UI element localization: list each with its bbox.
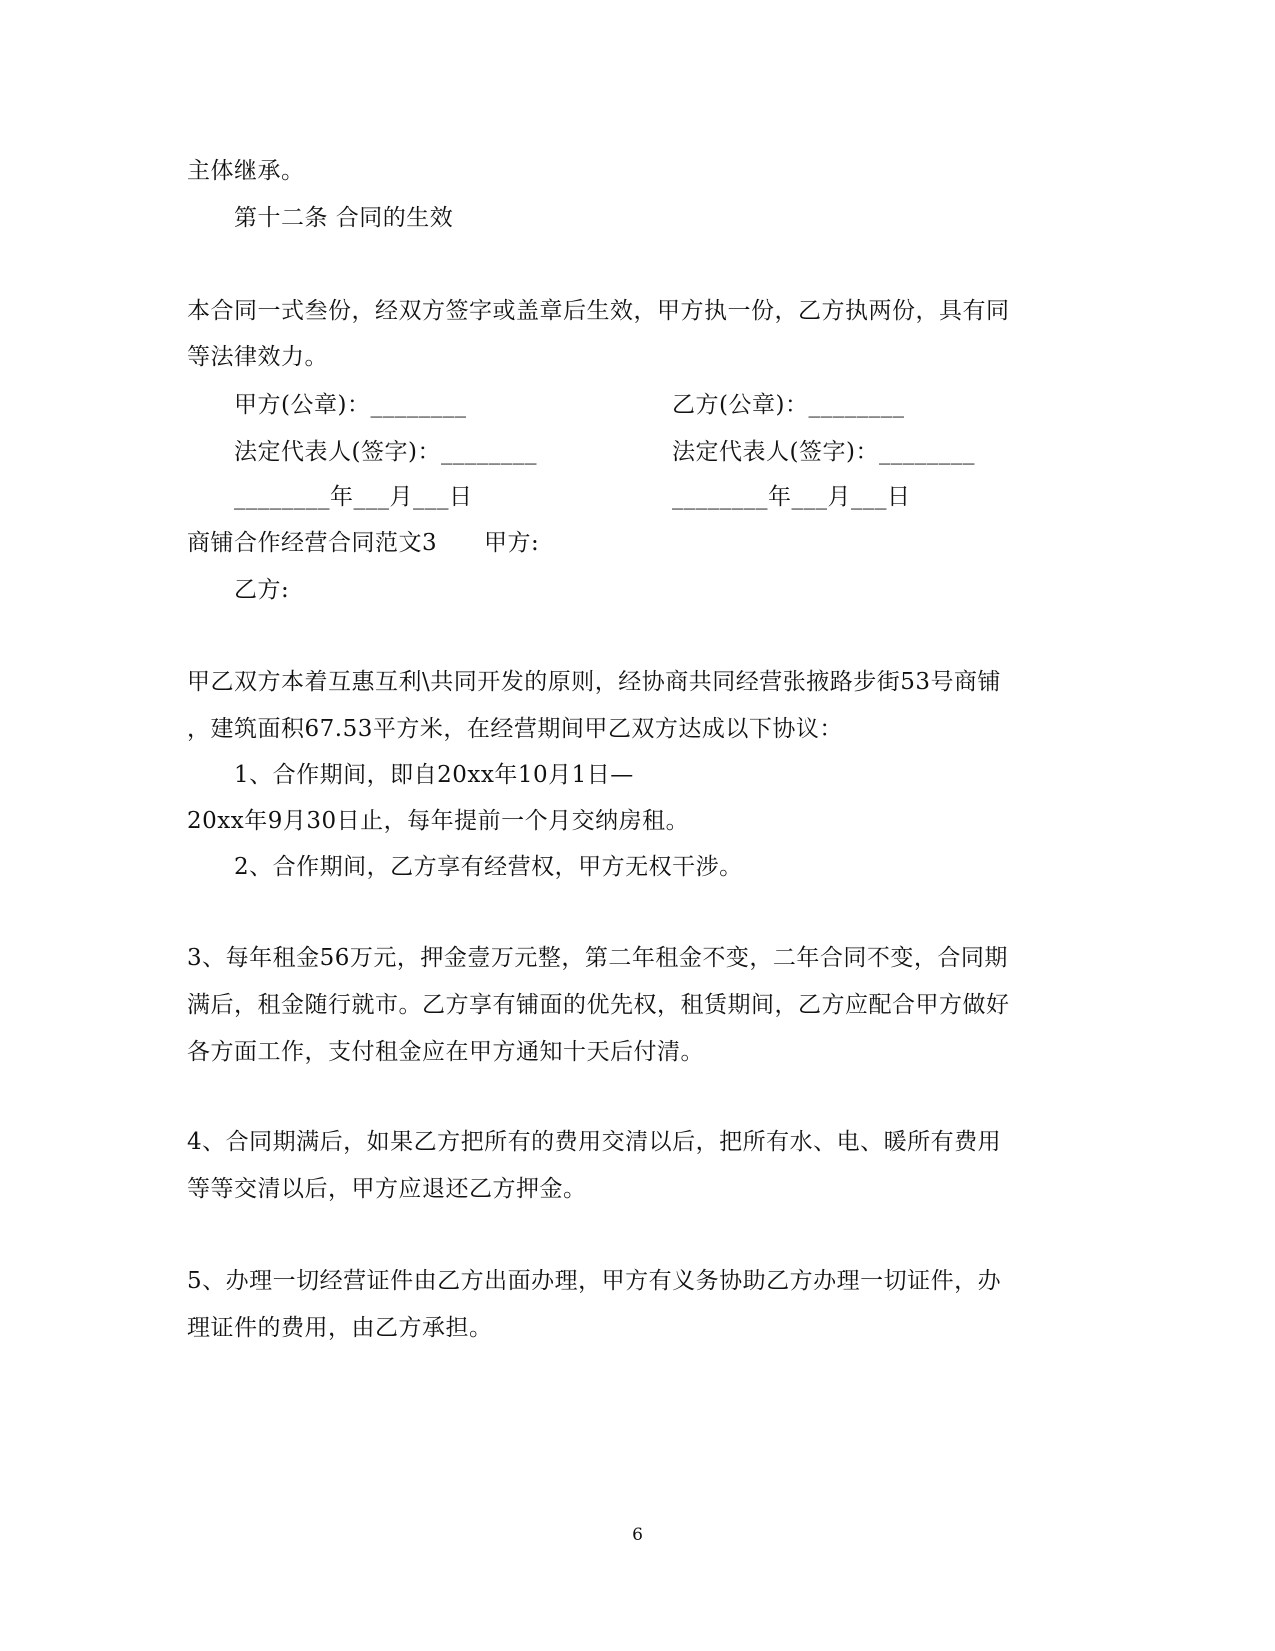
sample-3-party-b-label: 乙方:	[234, 577, 290, 603]
item-3-line-2: 满后，租金随行就市。乙方享有铺面的优先权，租赁期间，乙方应配合甲方做好	[187, 992, 1010, 1018]
item-4-line-2: 等等交清以后，甲方应退还乙方押金。	[187, 1176, 587, 1202]
party-b-date-line: ________年___月___日	[672, 484, 911, 510]
item-1-line-2: 20xx年9月30日止，每年提前一个月交纳房租。	[187, 808, 690, 834]
article-12-heading: 第十二条 合同的生效	[234, 205, 454, 231]
item-5-line-2: 理证件的费用，由乙方承担。	[187, 1315, 493, 1341]
intro-line-2: ，建筑面积67.53平方米，在经营期间甲乙双方达成以下协议：	[187, 716, 843, 742]
sample-3-title: 商铺合作经营合同范文3	[187, 530, 438, 556]
party-b-seal-line: 乙方(公章)：________	[672, 392, 905, 418]
page-number: 6	[632, 1525, 643, 1545]
party-a-representative-line: 法定代表人(签字)：________	[234, 439, 537, 465]
item-3-line-1: 3、每年租金56万元，押金壹万元整，第二年租金不变，二年合同不变，合同期	[187, 945, 1008, 971]
article-12-text-line-2: 等法律效力。	[187, 344, 328, 370]
item-5-line-1: 5、办理一切经营证件由乙方出面办理，甲方有义务协助乙方办理一切证件，办	[187, 1268, 1002, 1294]
item-3-line-3: 各方面工作，支付租金应在甲方通知十天后付清。	[187, 1039, 704, 1065]
item-2: 2、合作期间，乙方享有经营权，甲方无权干涉。	[234, 854, 743, 880]
party-b-representative-line: 法定代表人(签字)：________	[672, 439, 975, 465]
party-a-seal-line: 甲方(公章)：________	[234, 392, 467, 418]
item-1-line-1: 1、合作期间，即自20xx年10月1日—	[234, 762, 634, 788]
item-4-line-1: 4、合同期满后，如果乙方把所有的费用交清以后，把所有水、电、暖所有费用	[187, 1129, 1002, 1155]
party-a-date-line: ________年___月___日	[234, 484, 473, 510]
article-12-text-line-1: 本合同一式叁份，经双方签字或盖章后生效，甲方执一份，乙方执两份，具有同	[187, 298, 1010, 324]
continuation-text: 主体继承。	[187, 158, 305, 184]
intro-line-1: 甲乙双方本着互惠互利\共同开发的原则，经协商共同经营张掖路步街53号商铺	[187, 669, 1002, 695]
sample-3-party-a-label: 甲方:	[484, 530, 540, 556]
